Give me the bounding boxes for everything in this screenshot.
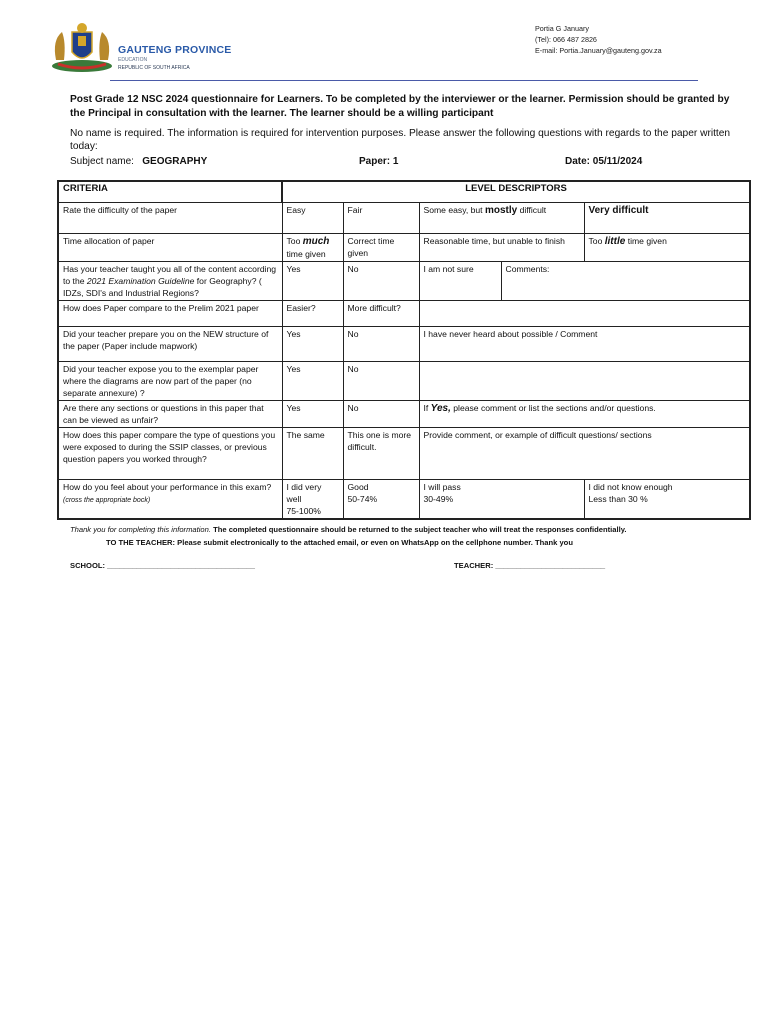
country-name: REPUBLIC OF SOUTH AFRICA xyxy=(118,65,190,71)
option-cell[interactable]: More difficult? xyxy=(343,300,419,326)
criteria-cell: How do you feel about your performance in this exam? (cross the appropriate bock) xyxy=(58,479,282,519)
option-cell[interactable]: No xyxy=(343,326,419,361)
date-label: Date: 05/11/2024 xyxy=(565,156,643,167)
criteria-cell: Did your teacher expose you to the exemplar paper where the diagrams are now part of the paper (no separate annexure) ? xyxy=(58,361,282,400)
contact-block xyxy=(535,23,662,56)
header-rule xyxy=(110,80,698,81)
criteria-cell: Are there any sections or questions in this paper that can be viewed as unfair? xyxy=(58,400,282,427)
subject-label: Subject name: xyxy=(70,156,134,167)
criteria-cell: How does this paper compare the type of questions you were exposed to during the SSIP classes, or previous question papers you worked through? xyxy=(58,427,282,479)
criteria-cell: Rate the difficulty of the paper xyxy=(58,202,282,233)
comment-cell[interactable]: Comments: xyxy=(501,261,750,300)
teacher-field[interactable]: TEACHER: __________________________ xyxy=(454,561,606,570)
table-row xyxy=(58,400,750,427)
option-cell[interactable]: Reasonable time, but unable to finish xyxy=(419,233,584,261)
table-row xyxy=(58,479,750,519)
intro-note: No name is required. The information is required for intervention purposes. Please answer the following questions with regards to the paper written today: xyxy=(70,128,731,152)
option-cell[interactable]: I will pass 30-49% xyxy=(419,479,584,519)
option-cell[interactable]: Yes xyxy=(282,361,343,400)
dept-name: EDUCATION xyxy=(118,57,148,63)
option-cell[interactable]: Easy xyxy=(282,202,343,233)
option-cell[interactable]: Easier? xyxy=(282,300,343,326)
option-cell[interactable]: Good 50-74% xyxy=(343,479,419,519)
option-cell[interactable]: I did not know enough Less than 30 % xyxy=(584,479,750,519)
subject-line xyxy=(70,156,207,167)
option-cell[interactable]: No xyxy=(343,400,419,427)
option-cell[interactable]: The same xyxy=(282,427,343,479)
blank-cell[interactable] xyxy=(419,300,750,326)
option-cell[interactable]: Too much time given xyxy=(282,233,343,261)
criteria-cell: How does Paper compare to the Prelim 2021 paper xyxy=(58,300,282,326)
option-cell[interactable]: Too little time given xyxy=(584,233,750,261)
org-name: GAUTENG PROVINCE xyxy=(118,44,232,56)
teacher-note: TO THE TEACHER: Please submit electronically to the attached email, or even on WhatsApp on the cellphone number. Thank you xyxy=(106,538,573,547)
criteria-cell: Has your teacher taught you all of the content according to the 2021 Examination Guideline for Geography? ( IDZs, SDI's and Industrial Regions? xyxy=(58,261,282,300)
comment-cell[interactable]: If Yes, please comment or list the sections and/or questions. xyxy=(419,400,750,427)
school-field[interactable]: SCHOOL: ___________________________________ xyxy=(70,561,255,570)
option-cell[interactable]: Very difficult xyxy=(584,202,750,233)
thank-you-note: Thank you for completing this information. The completed questionnaire should be returned to the subject teacher who will treat the responses confidentially. xyxy=(70,525,627,534)
option-cell[interactable]: Fair xyxy=(343,202,419,233)
questionnaire-table xyxy=(57,180,751,520)
option-cell[interactable]: Yes xyxy=(282,326,343,361)
blank-cell[interactable] xyxy=(419,361,750,400)
paper-label: Paper: 1 xyxy=(359,156,399,167)
table-row xyxy=(58,326,750,361)
table-row xyxy=(58,427,750,479)
subject-value: GEOGRAPHY xyxy=(142,156,208,167)
table-row xyxy=(58,202,750,233)
contact-tel: (Tel): 066 487 2826 xyxy=(535,35,597,44)
option-cell[interactable]: I did very well 75-100% xyxy=(282,479,343,519)
criteria-cell: Time allocation of paper xyxy=(58,233,282,261)
comment-cell[interactable]: Provide comment, or example of difficult questions/ sections xyxy=(419,427,750,479)
option-cell[interactable]: No xyxy=(343,361,419,400)
option-cell[interactable]: Some easy, but mostly difficult xyxy=(419,202,584,233)
level-descriptors-header: LEVEL DESCRIPTORS xyxy=(282,181,750,202)
table-row xyxy=(58,261,750,300)
contact-email: E-mail: Portia.January@gauteng.gov.za xyxy=(535,46,662,55)
table-row xyxy=(58,361,750,400)
letterhead xyxy=(0,0,768,84)
option-cell[interactable]: Yes xyxy=(282,261,343,300)
option-cell[interactable]: No xyxy=(343,261,419,300)
option-cell[interactable]: I am not sure xyxy=(419,261,501,300)
option-cell[interactable]: This one is more difficult. xyxy=(343,427,419,479)
criteria-cell: Did your teacher prepare you on the NEW structure of the paper (Paper include mapwork) xyxy=(58,326,282,361)
comment-cell[interactable]: I have never heard about possible / Comment xyxy=(419,326,750,361)
gauteng-logo xyxy=(48,20,238,76)
intro-heading: Post Grade 12 NSC 2024 questionnaire for Learners. To be completed by the interviewer or the learner. Permission should be granted by the Principal in consultation with the learner. The learner should be a willing participant xyxy=(70,94,730,119)
criteria-header: CRITERIA xyxy=(58,181,282,202)
table-row xyxy=(58,300,750,326)
table-row xyxy=(58,233,750,261)
contact-name: Portia G January xyxy=(535,24,589,33)
option-cell[interactable]: Correct time given xyxy=(343,233,419,261)
coat-of-arms-icon xyxy=(48,20,116,74)
option-cell[interactable]: Yes xyxy=(282,400,343,427)
